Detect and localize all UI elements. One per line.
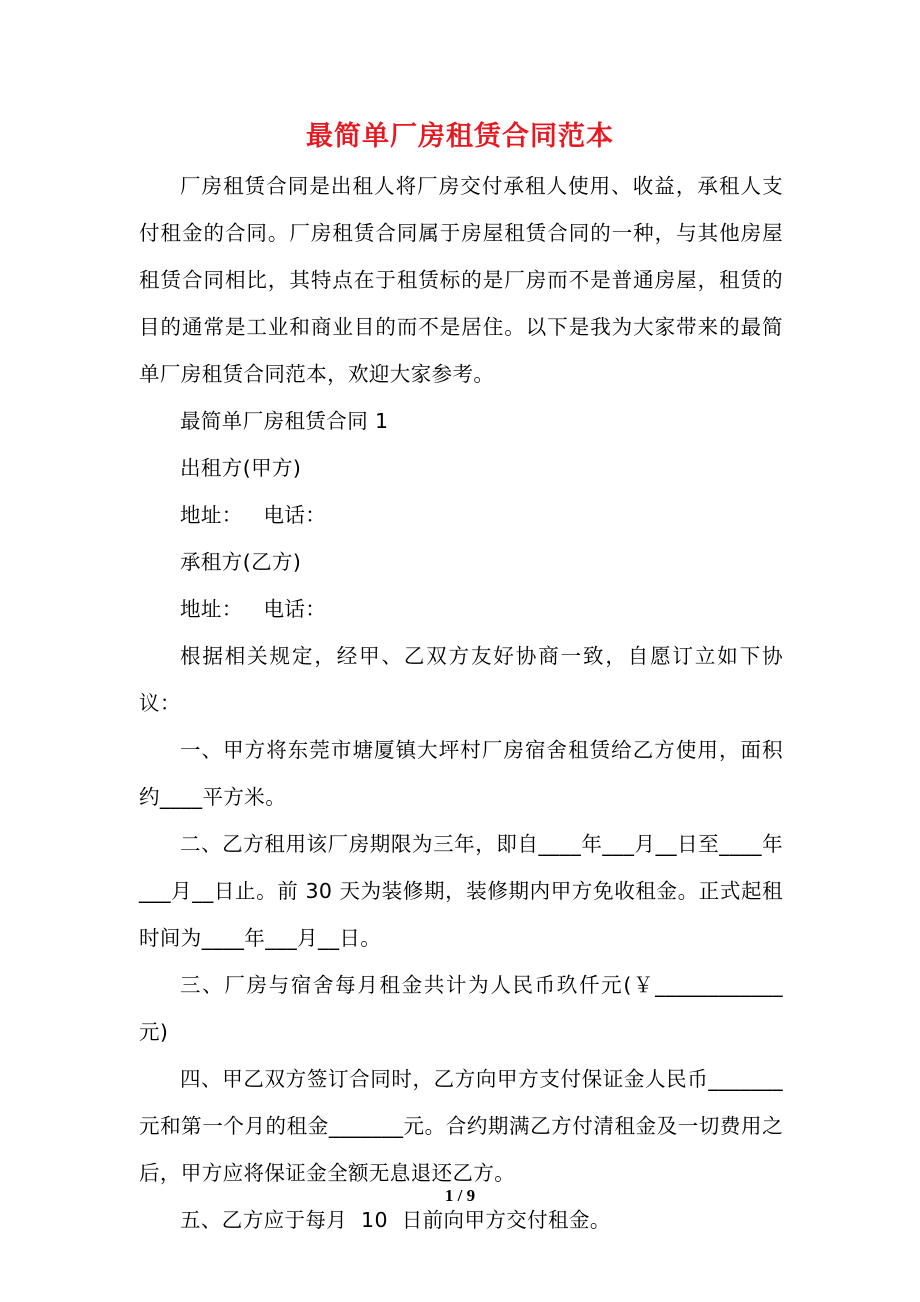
document-body [139,163,783,1244]
clause-1: 一、甲方将东莞市塘厦镇大坪村厂房宿舍租赁给乙方使用，面积约____平方米。 [139,738,783,809]
clause-3: 三、厂房与宿舍每月租金共计为人民币玖仟元(￥____________元) [139,973,783,1044]
lessee-contact: 地址： 电话： [180,597,327,621]
clause-2: 二、乙方租用该厂房期限为三年，即自____年___月__日至____年___月__日止。前 30 天为装修期，装修期内甲方免收租金。正式起租时间为____年___月__日。 [139,832,783,950]
page-indicator: 1 / 9 [444,1186,476,1205]
document-title: 最简单厂房租赁合同范本 [306,121,614,152]
clause-5: 五、乙方应于每月 10 日前向甲方交付租金。 [180,1208,611,1232]
contract-subtitle: 最简单厂房租赁合同 1 [180,409,389,433]
lessor-label: 出租方(甲方) [180,456,302,480]
intro-paragraph: 厂房租赁合同是出租人将厂房交付承租人使用、收益，承租人支付租金的合同。厂房租赁合同属于房屋租赁合同的一种，与其他房屋租赁合同相比，其特点在于租赁标的是厂房而不是普通房屋，租赁的目的通常是工业和商业目的而不是居住。以下是我为大家带来的最简单厂房租赁合同范本，欢迎大家参考。 [139,174,783,386]
clause-4: 四、甲乙双方签订合同时，乙方向甲方支付保证金人民币_______元和第一个月的租金_______元。合约期满乙方付清租金及一切费用之后，甲方应将保证金全额无息退还乙方。 [139,1067,783,1185]
preamble-paragraph: 根据相关规定，经甲、乙双方友好协商一致，自愿订立如下协议： [139,644,783,715]
lessor-contact: 地址： 电话： [180,503,327,527]
lessee-label: 承租方(乙方) [180,550,302,574]
